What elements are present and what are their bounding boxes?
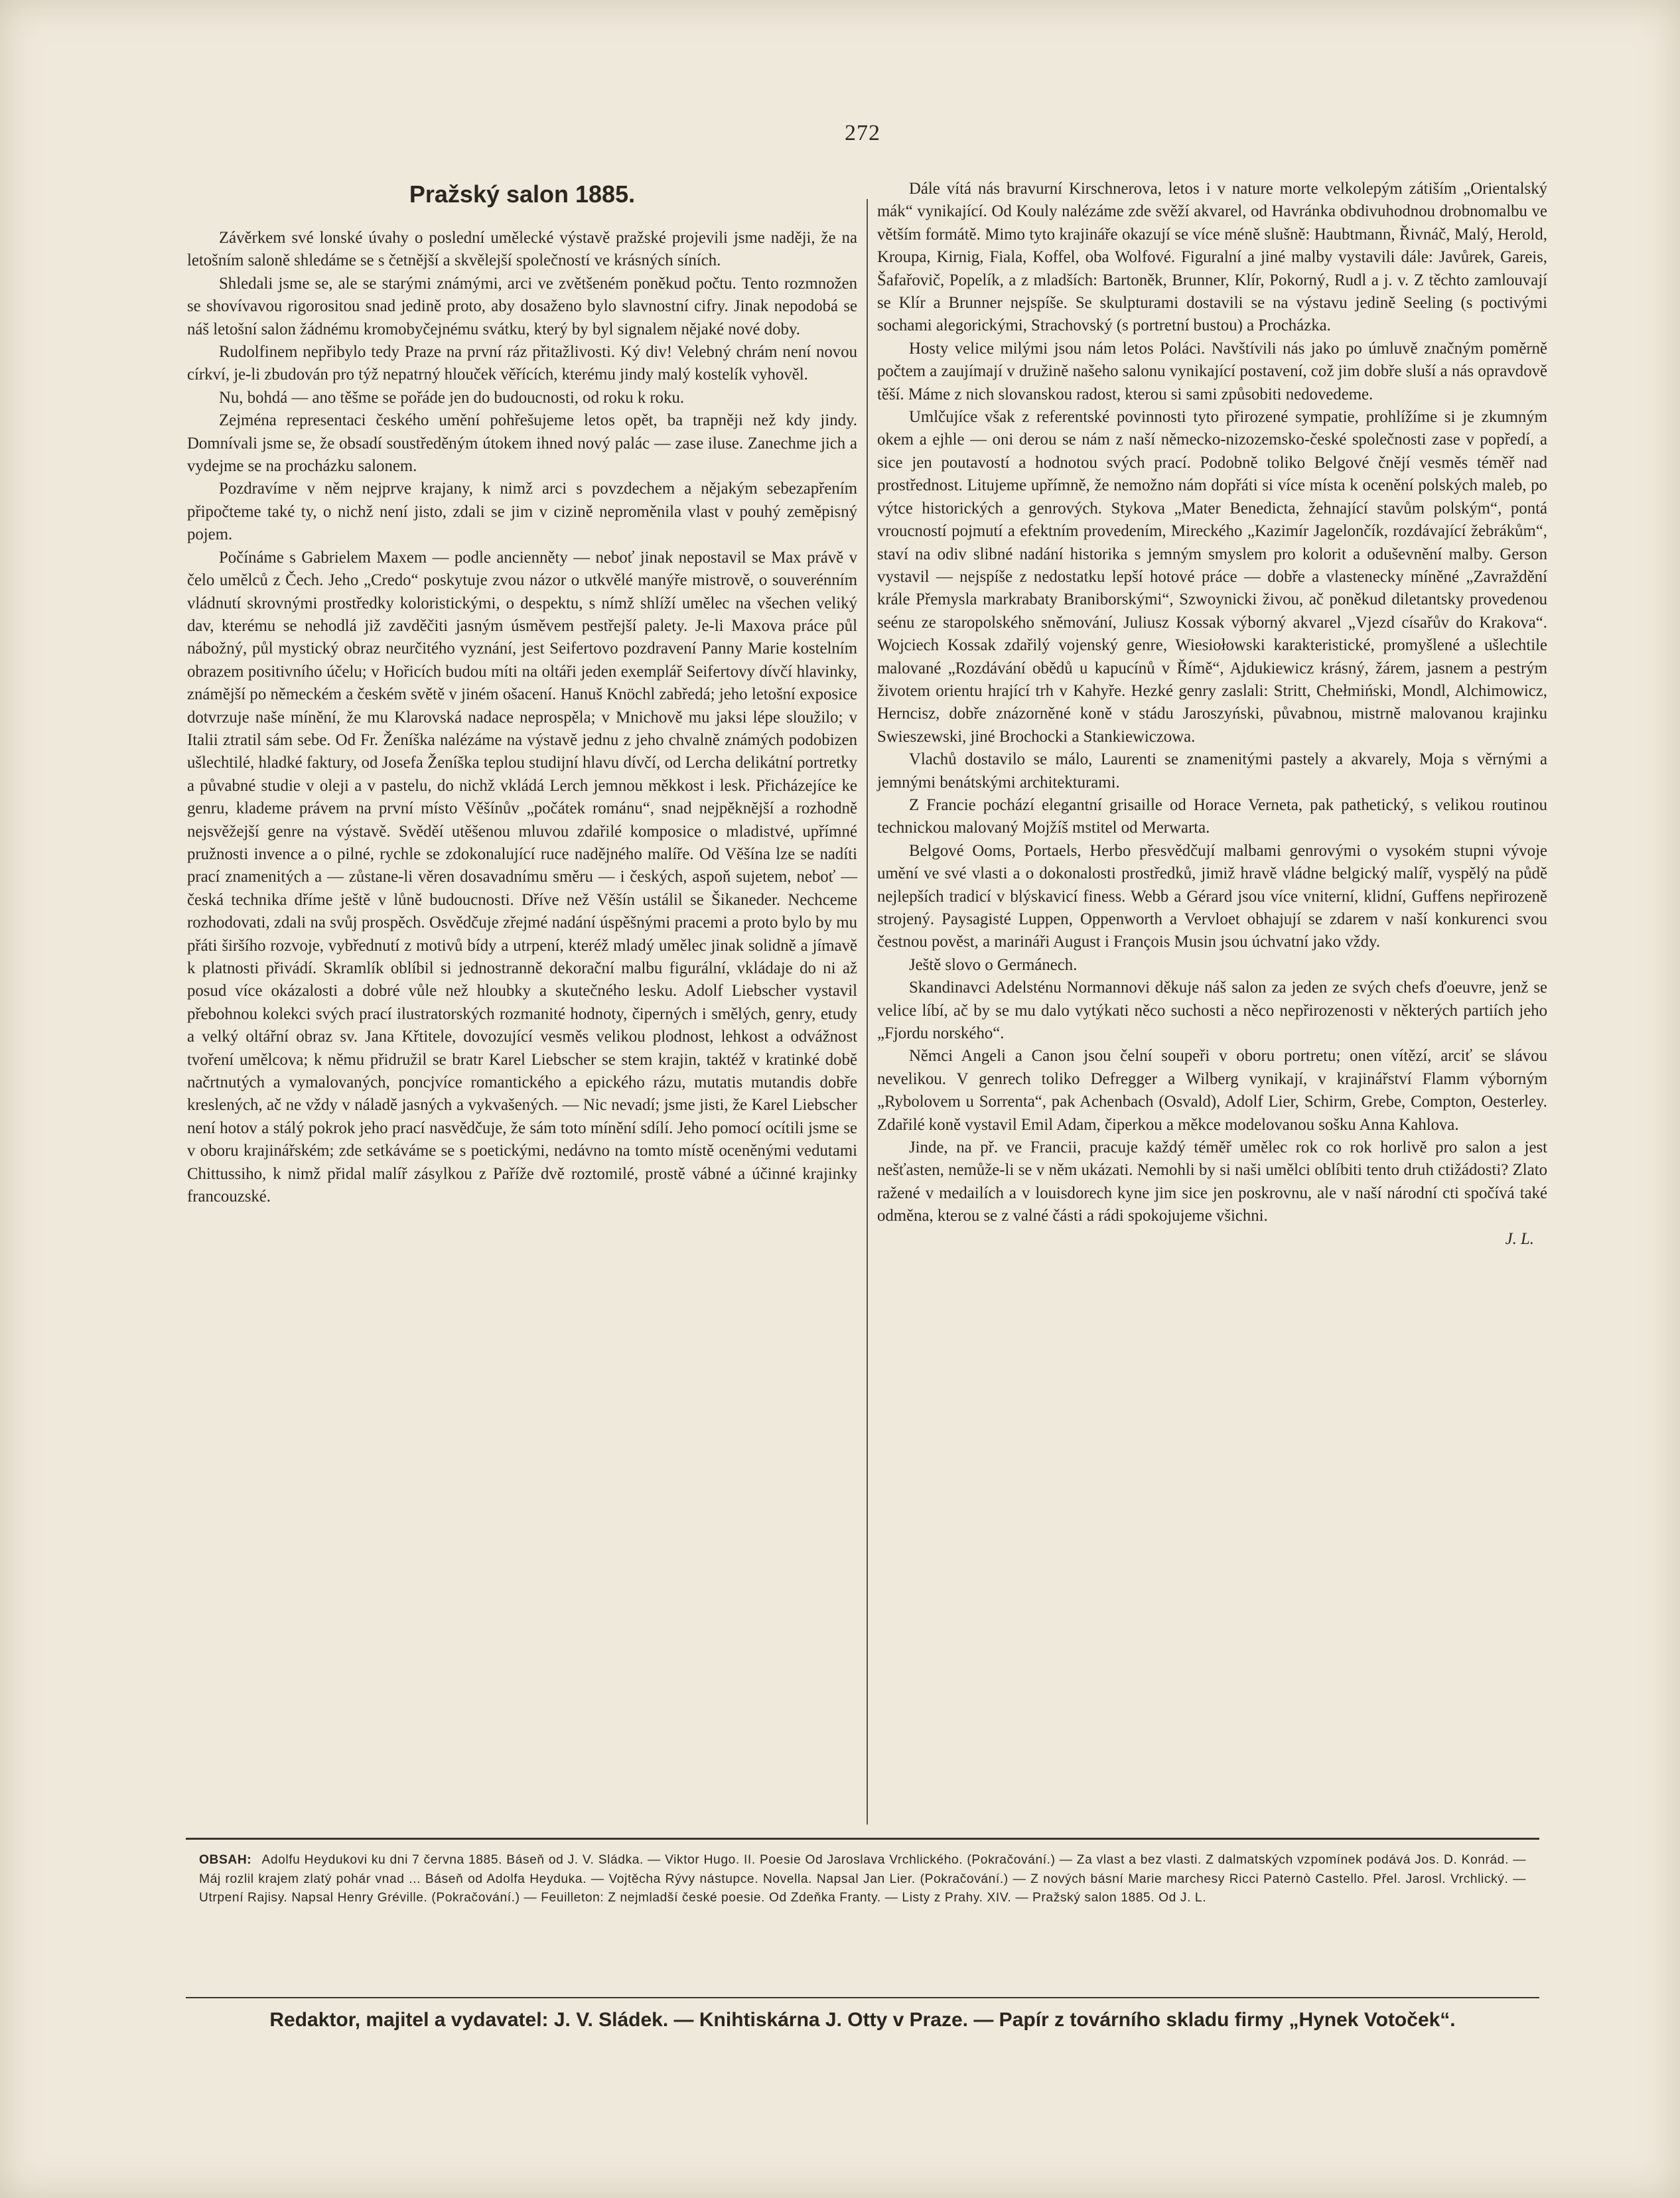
imprint-rule (186, 1997, 1539, 1998)
contents-label: OBSAH: (199, 1853, 252, 1867)
paragraph: Závěrkem své lonské úvahy o poslední umělecké výstavě pražské projevili jsme naději, že na letošním saloně shledáme se s četnější a skvělejší společností ve krásných síních. (187, 229, 857, 270)
column-divider (867, 199, 868, 1824)
page-number: 272 (845, 121, 880, 145)
paragraph: Pozdravíme v něm nejprve krajany, k nimž arci s povzdechem a nějakým sebezapřením připočteme také ty, o nichž není jisto, zdali se jim v cizině neproměnila vlast v pouhý zeměpisný pojem. (187, 480, 857, 544)
paragraph: Rudolfinem nepřibylo tedy Praze na první ráz přitažlivosti. Ký div! Velebný chrám není novou církví, je-li zbudován pro týž nepatrný hlouček věřících, kterému jindy malý kostelík vyhověl. (187, 343, 857, 384)
paragraph: Ještě slovo o Germánech. (909, 955, 1078, 974)
paragraph: Jinde, na př. ve Francii, pracuje každý téměř umělec rok co rok horlivě pro salon a jest nešťasten, nemůže-li se v něm ukázati. Nemohli by si naši umělci oblíbiti tento druh ctižádosti? Zlato ražené v medailích a v louisdorech kyne jim sice jen poskrovnu, ale v naší národní cti spočívá také odměna, kterou se z valné části a rádi spokojujeme všichni. (877, 1138, 1547, 1225)
publisher-imprint: Redaktor, majitel a vydavatel: J. V. Sládek. — Knihtiskárna J. Otty v Praze. — Papír z továrního skladu firmy „Hynek Votoček“. (269, 2009, 1456, 2031)
paragraph: Dále vítá nás bravurní Kirschnerova, letos i v nature morte velkolepým zátiším „Orientalský mák“ vynikající. Od Kouly nalézáme zde svěží akvarel, od Havránka obdivuhodnou drobnomalbu ve větším formátě. Mimo tyto krajináře okazují se více méně slušně: Haubtmann, Řivnáč, Malý, Herold, Kroupa, Kirnig, Fiala, Koffel, oba Wolfové. Figuralní a jiné malby vystavili dále: Javůrek, Gareis, Šafařovič, Popelík, a z mladších: Bartoněk, Brunner, Klír, Pokorný, Rudl a j. v. Z těchto zamlouvají se Klír a Brunner nejspíše. Se skulpturami dostavili se na výstavu jedině Seeling (s poctivými sochami alegorickými, Strachovský (s portretní bustou) a Procházka. (877, 180, 1547, 335)
paragraph: Hosty velice milými jsou nám letos Poláci. Navštívili nás jako po úmluvě značným poměrně počtem a zaujímají v družině našeho salonu vynikající postavení, což jim dobře sluší a nás opravdově těší. Máme z nich slovanskou radost, kterou si sami způsobiti nedovedeme. (877, 339, 1547, 403)
paragraph: Skandinavci Adelsténu Normannovi děkuje náš salon za jeden ze svých chefs ďoeuvre, jenž se velice líbí, ač by se mu dalo vytýkati něco suchosti a něco nepřirozenosti v některých partiích jeho „Fjordu norského“. (877, 979, 1547, 1043)
paragraph: Z Francie pochází elegantní grisaille od Horace Verneta, pak pathetický, s velikou routinou technickou malovaný Mojžíš mstitel od Merwarta. (877, 795, 1547, 837)
contents-rule (186, 1838, 1539, 1840)
article-right-column (877, 178, 1547, 1251)
article-title: Pražský salon 1885. (409, 180, 636, 208)
paragraph: Belgové Ooms, Portaels, Herbo přesvědčují malbami genrovými o vysokém stupni vývoje umění ve své vlasti a o dokonalosti prostředků, jimiž hravě vládne belgický malíř, vyspělý na půdě nejlepších tradicí v blýskavicí finess. Webb a Gérard jsou více vniterní, klidní, Guffens nepřirozeně strojený. Paysagisté Luppen, Oppenworth a Vervloet obhajují se zdarem v naší konkurenci svou čestnou pověst, a marináři August i François Musin jsou úchvatní jako vždy. (877, 841, 1547, 951)
paragraph: Počínáme s Gabrielem Maxem — podle ancienněty — neboť jinak nepostavil se Max právě v čelo umělců z Čech. Jeho „Credo“ poskytuje zvou názor o utkvělé manýře mistrově, o souverénním vládnutí skrovnými prostředky koloristickými, o despektu, s nímž shlíží umělec na všechen veliký dav, kterému se nehodlá již zavděčiti jasným úsměvem pestřejší palety. Je-li Maxova práce půl nábožný, půl mystický obraz neurčitého vyznání, jest Seifertovo pozdravení Panny Marie kostelním obrazem positivního účelu; v Hořicích budou míti na oltáři jeden exemplář Seifertovy dívčí hlavinky, známější po německém a českém světě v jiném ošacení. Hanuš Knöchl zabředá; jeho letošní exposice dotvrzuje naše mínění, že mu Klarovská nadace neprospěla; v Mnichově mu jaksi lépe sloužilo; v Italii ztratil sám sebe. Od Fr. Ženíška nalézáme na výstavě jednu z jeho chvalně známých podobizen ušlechtilé, hladké faktury, od Josefa Ženíška teplou studijní hlavu dívčí, od Lercha delikátní portretky a půvabné studie v oleji a v pastelu, do nichž vkládá Lerch jemnou měkkost i lesk. Přicházejíce ke genru, klademe právem na první místo Věšínův „počátek románu“, snad nejpěknější a rozhodně nejsvěžejší genre na výstavě. Svěděí utěšenou mluvou zdařilé komposice o mladistvé, upřímné pružnosti invence a o pilné, rychle se zdokonalující ruce nadějného malíře. Od Věšína lze se nadíti prací znamenitých a — zůstane-li věren dosavadnímu směru — i českých, aspoň sujetem, neboť — česká technika dříme ještě v lůně budoucnosti. Dříve než Věšín ustálil se Šikaneder. Nechceme rozhodovati, zdali na svůj prospěch. Osvědčuje zřejmé nadání úspěšnými pracemi a proto bylo by mu přáti širšího rozvoje, vybřednutí z motivů bídy a utrpení, kteréž mladý umělec jinak solidně a jímavě k platnosti přivádí. Skramlík oblíbil si jednostranně dekorační malbu figurální, vkládaje do ni až posud více okázalosti a dobré vůle než hloubky a skutečného lesku. Adolf Liebscher vystavil přebohnou kolekci svých prací ilustratorských rozmanité hodnoty, čiperných i smělých, genry, etudy a velký oltářní obraz sv. Jana Křtitele, dovozující vesměs velikou plodnost, lehkost a odvážnost tvoření umělcova; k němu přidružil se bratr Karel Liebscher se stem krajin, taktéž v kratinké době načrtnutých a vymalovaných, poncjvíce romantického a epického rázu, mutatis mutandis dobře kreslených, ač ne vždy v náladě jasných a vykvašených. — Nic nevadí; jsme jisti, že Karel Liebscher není hotov a stálý pokrok jeho prací nasvědčuje, že sám toto mínění sdílí. Jeho pomocí ocítili jsme se v oboru krajinářském; zde setkáváme se s poetickými, nedávno na tomto místě oceněnými vedutami Chittussiho, k nimž přidal malíř zásylkou z Paříže dvě roztomilé, prostě vábné a účinné krajinky francouzské. (187, 548, 857, 1206)
paragraph: Zejména representaci českého umění pohřešujeme letos opět, ba trapněji než kdy jindy. Domnívali jsme se, že obsadí soustředěným útokem ihned nový palác — zase iluse. Zanechme jich a vydejme se na procházku salonem. (187, 411, 857, 476)
contents-text: Adolfu Heydukovi ku dni 7 června 1885. Báseň od J. V. Sládka. — Viktor Hugo. II. Poesie Od Jaroslava Vrchlického. (Pokračování.) — Za vlast a bez vlasti. Z dalmatských vzpomínek podává Jos. D. Konrád. — Máj rozlil krajem zlatý pohár vnad ... Báseň od Adolfa Heyduka. — Vojtěcha Rývy nástupce. Novella. Napsal Jan Lier. (Pokračování.) — Z nových básní Marie marchesy Ricci Paternò Castello. Přel. Jarosl. Vrchlický. — Utrpení Rajisy. Napsal Henry Gréville. (Pokračování.) — Feuilleton: Z nejmladší české poesie. Od Zdeňka Franty. — Listy z Prahy. XIV. — Pražský salon 1885. Od J. L. (199, 1853, 1526, 1905)
paragraph: Němci Angeli a Canon jsou čelní soupeři v oboru portretu; onen vítězí, arciť se slávou nevelikou. V genrech toliko Defregger a Wilberg vynikají, v krajinářství Flamm výborným „Rybolovem u Sorrenta“, pak Achenbach (Osvald), Adolf Lier, Schirm, Grebe, Compton, Oesterley. Zdařilé koně vystavil Emil Adam, čiperkou a měkce modelovanou sošku Anna Kahlova. (877, 1047, 1547, 1134)
table-of-contents (199, 1851, 1526, 1908)
author-signature: J. L. (1505, 1229, 1534, 1248)
paragraph: Shledali jsme se, ale se starými známými, arci ve zvětšeném poněkud počtu. Tento rozmnožen se shovívavou rigorositou snad jedině proto, aby dosaženo bylo slavnostní cifry. Jinak nepodobá se náš letošní salon žádnému kromobyčejnému svátku, který by byl signalem nějaké nové doby. (187, 274, 857, 338)
article-left-column (187, 178, 857, 1208)
paragraph: Umlčujíce však z referentské povinnosti tyto přirozené sympatie, prohlížíme si je zkumným okem a ejhle — oni derou se nám z naší německo-nizozemsko-české společnosti zase v popředí, a sice jen poutavostí a hodnotou svých prací. Podobně toliko Belgové čnějí vesměs téměř nad prostřednost. Litujeme upřímně, že nemožno nám dopřáti si více místa k ocenění polských maleb, po výtce historických a genrových. Stykova „Mater Benedicta, žehnající stavům polským“, pontá vroucností pojmutí a efektním provedením, Mireckého „Kazimír Jagelončík, rozdávající žebrákům“, staví na odiv slibné nadání historika s jemným smyslem pro kolorit a oduševnění malby. Gerson vystavil — nejspíše z nedostatku lepší hotové práce — dobře a vlastenecky míněné „Zavraždění krále Přemysla markrabaty Braniborskými“, Szwoynicki živou, ač poněkud diletantsky provedenou seénu ze staropolského sněmování, Juliusz Kossak výborný akvarel „Vjezd císařův do Krakova“. Wojciech Kossak zdařilý vojenský genre, Wiesiołowski karakteristické, promyšlené a ušlechtile malované „Rozdávání obědů u kapucínů v Římě“, Ajdukiewicz krásný, žárem, jasnem a pestrým životem orientu hrající trh v Kahyře. Hezké genry zaslali: Stritt, Chełmiński, Mondl, Alchimowicz, Herncisz, dobře znázorněné koně v stádu Jaroszyński, půvabnou, mistrně malovanou krajinku Swieszewski, jiné Brochocki a Stankiewiczowa. (877, 408, 1547, 746)
paragraph: Nu, bohdá — ano těšme se pořáde jen do budoucnosti, od roku k roku. (219, 388, 685, 407)
paragraph: Vlachů dostavilo se málo, Laurenti se znamenitými pastely a akvarely, Moja s věrnými a jemnými benátskými architekturami. (877, 750, 1547, 791)
